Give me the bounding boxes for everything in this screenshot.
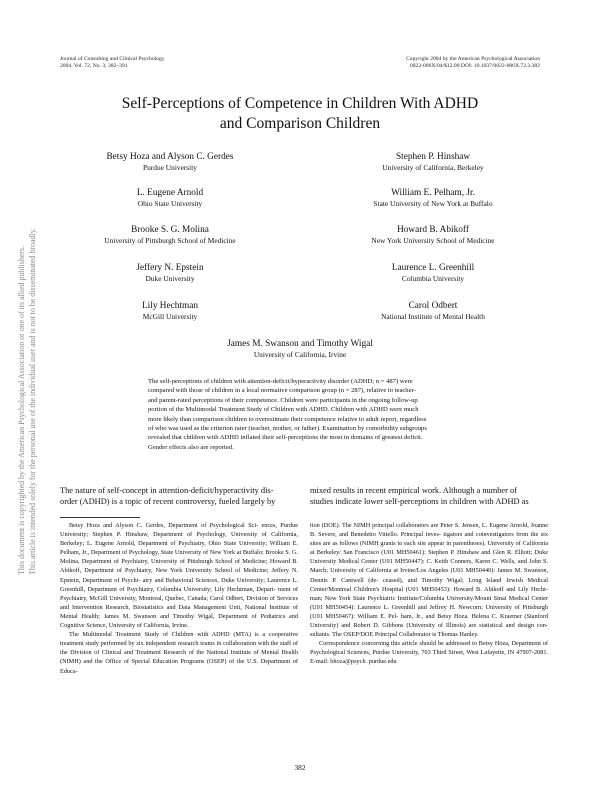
body-line: order (ADHD) is a topic of recent controversy, fueled largely by [60,497,276,507]
footnote-line: in collaboration with the staff of the Division of Clinical and Treatment [60,640,298,657]
footnote-line: University of California, Berkeley; L. Eugene Arnold, Department of [60,531,298,548]
author-name: Carol Odbert [408,301,458,311]
author-note-paragraph [60,630,298,675]
body-line: mixed results in recent empirical work. Although a number of [310,486,517,495]
abstract-line: Gender effects also are reported. [148,443,234,451]
copyright-notice: Copyright 2004 by the American Psychological Association [406,56,540,62]
footnote-line: University School of Medicine; Jeffery N. Epstein, Department of Psychi- [60,567,298,584]
author-name: William E. Pelham, Jr. [391,188,475,198]
footnote-line: .purdue.edu [367,658,397,666]
body-line: studies indicate lower self-perceptions in children with ADHD as [310,497,529,507]
footnote-line: Hoza, Department of Psychological Sciences, Purdue University, 703 [310,640,549,657]
author-affiliation: Ohio State University [137,199,203,208]
author-note-paragraph [310,521,548,639]
footnote-line: Correspondence concerning this article should be addressed to Betsy [319,640,494,648]
author-block [55,301,285,321]
author-block [318,188,548,208]
footnote-line: to each site appear in parentheses). University of California at Berkeley/ [310,540,549,557]
author-name: L. Eugene Arnold [136,188,204,198]
footnote-line: sultants. The OSEP/DOE Principal Collaborator is Thomas Hanley. [310,631,479,639]
footnote-line: Psychology, State University of New York at Buffalo; Brooke S. G. [128,549,298,557]
footnote-line: ceased), and Timothy Wigal; Long Island Jewish Medical Center/Montreal [310,576,548,593]
copyright-header [406,56,540,69]
journal-header [60,56,165,69]
footnote-line: tigators and coinvestigators from the six sites are as follows (NIMH grants [310,531,548,548]
footnote-line: Molina, Department of Psychiatry, University of Pittsburgh School of [60,558,240,566]
abstract-line: more likely than comparison children to overestimate their competence relative to adult report, regardless [148,415,427,423]
author-block [55,263,285,283]
author-affiliation: Columbia University [401,274,465,283]
author-affiliation: Duke University [145,274,195,283]
footnote-line: Odbert, Division of Services and Intervention Research, Biostatistics and [60,594,299,611]
author-name: Laurence L. Greenhill [391,263,475,273]
footnote-line: ham, Jr., and Betsy Hoza. Helena C. Kraemer (Stanford University) and [310,612,548,630]
author-affiliation: University of California, Irvine [253,350,347,359]
author-name: Howard B. Abikoff [397,225,469,235]
footnote-line: Karen C. Wells, and John S. March; University of California at Irvine/Los [310,558,548,575]
author-note-paragraph [60,521,298,630]
title-line: and Comparison Children [219,115,381,132]
footnote-line: Eugene Arnold, Joanne B. Severe, and Benedetto Vitiello. Principal inves- [310,522,548,539]
footnote-line: Children's Hospital (U01 MH50453): Howard B. Abikoff and Lily Hecht- [353,585,548,593]
footnote-divider [60,517,140,518]
abstract-line: The self-perceptions of children with attention-deficit/hyperactivity disorder (ADHD; n = 487) were [148,378,413,385]
footnote-line: ences, Purdue University; Stephen P. Hinshaw, Department of Psychology, [60,522,298,539]
author-block [55,152,285,172]
author-name: Jeffery N. Epstein [136,263,204,273]
doi-line: 0022-006X/04/$12.00 DOI: 10.1037/0022-006X.72.3.382 [409,62,540,69]
footnote-line: Research of the National Institute of Mental Health (NIMH) and the Office [60,649,298,666]
footnote-line: Sinai Medical Center (U01 MH50454): Laurence L. Greenhill and Jeffrey [310,594,548,611]
abstract-line: compared with those of children in a local normative comparison group (n = 287), relative to teacher- [148,387,416,395]
journal-name: Journal of Consulting and Clinical Psychology [60,56,165,62]
footnote-line: atry and Behavioral Sciences, Duke University; Laurence L. Greenhill, [60,576,299,593]
author-block [318,301,548,321]
footnote-line: Robert D. Gibbons (University of Illinois) are statistical and design con- [353,622,549,630]
author-affiliation: University of Pittsburgh School of Medicine [104,236,236,245]
footnote-line: Third Street, West Lafayette, IN 47907-2081. E-mail: bhoza@psych [310,649,549,666]
author-name: Stephen P. Hinshaw [395,152,471,162]
footnote-line: ment of Psychiatry, McGill University, Montreal, Quebec, Canada; Carol [60,585,299,602]
author-block [55,225,285,245]
footnote-line: Science, University of California, Irvine. [86,622,189,630]
footnote-line: of Special Education Programs (OSEP) of the U.S. Department of Educa- [60,658,298,675]
author-affiliation: University of California, Berkeley [382,163,484,172]
author-name: Lily Hechtman [141,301,199,311]
footnote-line: Department of Psychiatry, Columbia University; Lily Hechtman, Depart- [87,585,276,593]
footnote-line: H. Newcorn; University of Pittsburgh (U01 MH50467): William E. Pel- [310,603,548,620]
footnote-line: Data Management Unit, National Institute of Mental Health; James M. [60,603,299,620]
author-block [318,263,548,283]
body-line: The nature of self-concept in attention-deficit/hyperactivity dis- [60,486,274,495]
author-name: Brooke S. G. Molina [131,225,209,235]
author-name: Betsy Hoza and Alyson C. Gerdes [106,152,234,162]
abstract [148,377,452,452]
author-affiliation: McGill University [142,312,198,321]
author-affiliation: State University of New York at Buffalo [373,199,493,208]
footnote-line: The Multimodal Treatment Study of Children with ADHD (MTA) is a [69,631,266,639]
footnote-line: cooperative treatment study performed by six independent research teams [60,631,299,648]
author-block [160,339,440,359]
author-block [55,188,285,208]
intro-text-left [60,485,298,507]
footnote-line: man; New York State Psychiatric Institute/Columbia University/Mount [310,594,492,602]
abstract-line: portion of the Multimodal Treatment Study of Children with ADHD. Children with ADHD were much [148,406,419,414]
footnote-line: tion (DOE). The NIMH principal collaborators are Peter S. Jensen, L. [310,522,488,529]
abstract-line: of who was used as the criterion rater (teacher, mother, or father). Examination by comorbidity subgroups [148,425,427,433]
title-line: Self-Perceptions of Competence in Children With ADHD [121,95,479,112]
author-note-right [310,521,548,667]
author-name: James M. Swanson and Timothy Wigal [227,339,373,349]
author-block [318,225,548,245]
journal-volume: 2004, Vol. 72, No. 3, 382–391 [60,62,128,69]
author-note-left [60,521,298,676]
article-title [60,94,540,134]
author-block [318,152,548,172]
abstract-line: revealed that children with ADHD inflated their self-perceptions the most in domains of greatest deficit. [148,434,423,442]
footnote-line: Swanson and Timothy Wigal, Department of Pediatrics and Cognitive [60,612,299,630]
intro-text-right [310,485,548,507]
correspondence-paragraph [310,639,548,666]
abstract-line: and parent-rated perceptions of their competence. Children were participants in the ongoing follow-up [148,396,418,404]
footnote-line: Duke University Medical Center (U01 MH50447): C. Keith Conners, [310,549,548,566]
author-affiliation: Purdue University [143,163,197,172]
footnote-line: Medicine; Howard B. Abikoff, Department of Psychiatry, New York [60,558,298,575]
footnote-line: Angeles (U01 MH50440): James M. Swanson, Dennis P. Cantwell (de- [310,567,549,584]
footnote-line: San Francisco (U01 MH50461): Stephen P. Hinshaw and Glen R. Elliott; [343,549,533,557]
author-affiliation: New York University School of Medicine [371,236,495,245]
footnote-line: Psychiatry, Ohio State University; William E. Pelham, Jr., Department of [60,540,298,557]
author-affiliation: National Institute of Mental Health [381,312,485,321]
page-number: 382 [294,763,306,772]
footnote-line: Betsy Hoza and Alyson C. Gerdes, Department of Psychological Sci- [69,522,259,529]
